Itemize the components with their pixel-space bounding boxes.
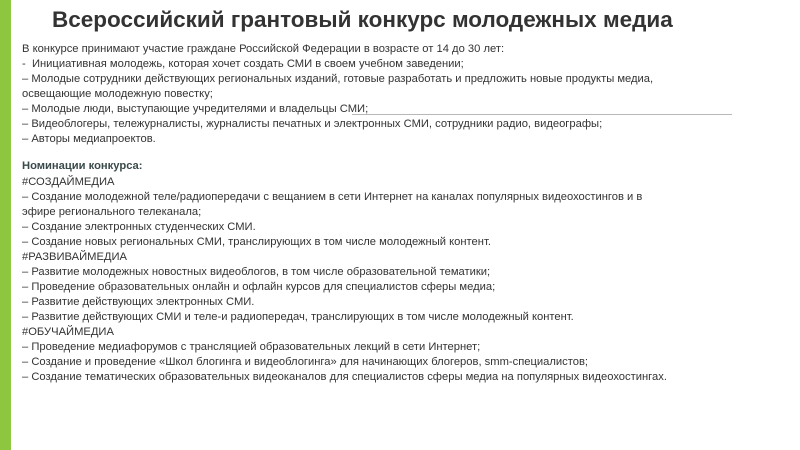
participant-line: – Видеоблогеры, тележурналисты, журналисты печатных и электронных СМИ, сотрудники радио, видеографы; <box>22 118 603 130</box>
nomination-line: #РАЗВИВАЙМЕДИА <box>22 251 127 263</box>
participant-line: – Молодые сотрудники действующих региональных изданий, готовые разработать и предложить новые продукты медиа, <box>22 73 654 85</box>
accent-bar <box>0 0 11 450</box>
nomination-line: #ОБУЧАЙМЕДИА <box>22 326 114 338</box>
content-body <box>22 42 782 385</box>
nomination-line: – Создание электронных студенческих СМИ. <box>22 221 256 233</box>
nomination-line: – Развитие молодежных новостных видеоблогов, в том числе образовательной тематики; <box>22 266 491 278</box>
nomination-line: эфире регионального телеканала; <box>22 206 202 218</box>
nomination-line: – Создание молодежной теле/радиопередачи с вещанием в сети Интернет на каналах популярных видеохостингов и в <box>22 191 643 203</box>
participant-line: – Авторы медиапроектов. <box>22 133 156 145</box>
nomination-line: – Создание тематических образовательных видеоканалов для специалистов сферы медиа на популярных видеохостингах. <box>22 371 667 383</box>
page-title: Всероссийский грантовый конкурс молодежных медиа <box>52 7 673 32</box>
participants-list <box>22 42 782 147</box>
nomination-line: – Создание и проведение «Школ блогинга и видеоблогинга» для начинающих блогеров, smm-специалистов; <box>22 356 589 368</box>
participant-line: - Инициативная молодежь, которая хочет создать СМИ в своем учебном заведении; <box>22 58 464 70</box>
participant-line: В конкурсе принимают участие граждане Российской Федерации в возрасте от 14 до 30 лет: <box>22 43 505 55</box>
nomination-line: – Развитие действующих СМИ и теле-и радиопередач, транслирующих в том числе молодежный контент. <box>22 311 574 323</box>
participant-line: – Молодые люди, выступающие учредителями и владельцы СМИ; <box>22 103 369 115</box>
nominations-heading: Номинации конкурса: <box>22 160 143 172</box>
nomination-line: – Проведение медиафорумов с трансляцией образовательных лекций в сети Интернет; <box>22 341 481 353</box>
nominations-list <box>22 175 782 385</box>
participant-line: освещающие молодежную повестку; <box>22 88 213 100</box>
nomination-line: – Развитие действующих электронных СМИ. <box>22 296 255 308</box>
nomination-line: – Проведение образовательных онлайн и офлайн курсов для специалистов сферы медиа; <box>22 281 496 293</box>
nomination-line: – Создание новых региональных СМИ, транслирующих в том числе молодежный контент. <box>22 236 491 248</box>
nomination-line: #СОЗДАЙМЕДИА <box>22 176 115 188</box>
